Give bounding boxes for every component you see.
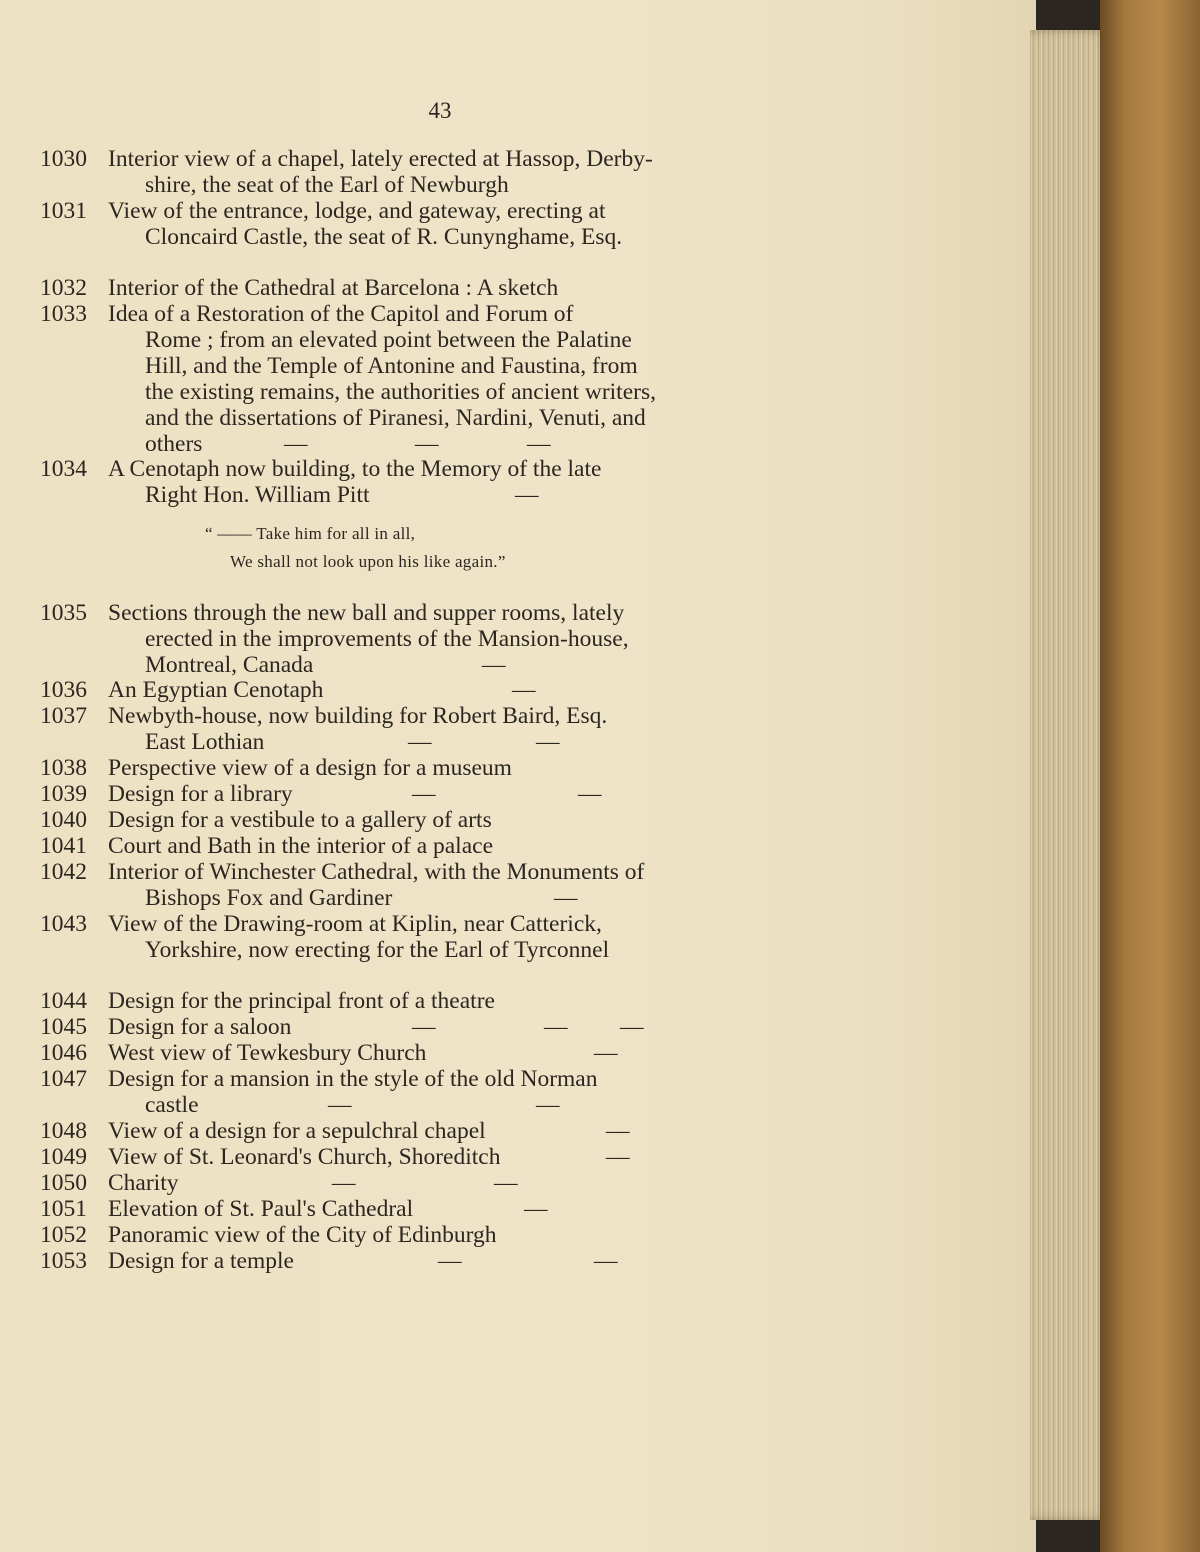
entry-number: 1052 (40, 1222, 87, 1248)
entry-number: 1030 (40, 146, 87, 172)
leader-dash: — (512, 677, 536, 703)
quote-line-1: “ —— Take him for all in all, (205, 524, 416, 543)
leader-dash: — (438, 1248, 462, 1274)
entry-title: Interior of the Cathedral at Barcelona : A sketch (108, 275, 559, 301)
entry-number: 1047 (40, 1066, 87, 1092)
leader-dash: — (578, 781, 602, 807)
leader-dash: — (606, 1118, 630, 1144)
leader-dash: — (328, 1092, 352, 1118)
entry-title: Court and Bath in the interior of a palace (108, 833, 494, 859)
entry-number: 1050 (40, 1170, 87, 1196)
entry-number: 1046 (40, 1040, 87, 1066)
entry-number: 1038 (40, 755, 87, 781)
entry-title: Design for a library (108, 781, 293, 807)
entry-title: Design for a saloon (108, 1014, 292, 1040)
entry-title: View of the entrance, lodge, and gateway, erecting at (108, 198, 606, 224)
entry-number: 1053 (40, 1248, 87, 1274)
leader-dash: — (536, 729, 560, 755)
entry-number: 1051 (40, 1196, 87, 1222)
leader-dash: — (554, 885, 578, 911)
leader-dash: — (412, 781, 436, 807)
leader-dash: — (284, 431, 308, 457)
entry-title-continued: Bishops Fox and Gardiner (145, 885, 393, 911)
entry-title: Design for a vestibule to a gallery of arts (108, 807, 492, 833)
leader-dash: — (482, 652, 506, 678)
leader-dash: — (408, 729, 432, 755)
entry-title-continued: Hill, and the Temple of Antonine and Faustina, from (145, 353, 638, 379)
entry-title-continued: Montreal, Canada (145, 652, 314, 678)
entry-title-continued: East Lothian (145, 729, 265, 755)
entry-number: 1033 (40, 301, 87, 327)
quote-line-2: We shall not look upon his like again.” (230, 552, 506, 571)
leader-dash: — (494, 1170, 518, 1196)
entry-title: A Cenotaph now building, to the Memory of the late (108, 456, 602, 482)
leader-dash: — (332, 1170, 356, 1196)
leader-dash: — (412, 1014, 436, 1040)
entry-title: Design for a mansion in the style of the old Norman (108, 1066, 598, 1092)
entry-title: Charity (108, 1170, 179, 1196)
leader-dash: — (544, 1014, 568, 1040)
entry-title: Newbyth-house, now building for Robert Baird, Esq. (108, 703, 608, 729)
entry-title-continued: castle (145, 1092, 199, 1118)
entry-title: An Egyptian Cenotaph (108, 677, 324, 703)
entry-number: 1043 (40, 911, 87, 937)
book-cover (1100, 0, 1200, 1552)
page-number: 43 (428, 98, 452, 123)
entry-number: 1048 (40, 1118, 87, 1144)
entry-title: View of a design for a sepulchral chapel (108, 1118, 486, 1144)
entry-title-continued: and the dissertations of Piranesi, Nardini, Venuti, and (145, 405, 646, 431)
entry-number: 1042 (40, 859, 87, 885)
entry-title-continued: erected in the improvements of the Mansion-house, (145, 626, 629, 652)
entry-title: Elevation of St. Paul's Cathedral (108, 1196, 414, 1222)
entry-title-continued: others (145, 431, 203, 457)
entry-number: 1036 (40, 677, 87, 703)
entry-number: 1032 (40, 275, 87, 301)
entry-number: 1044 (40, 988, 87, 1014)
entry-title-continued: Rome ; from an elevated point between the Palatine (145, 327, 632, 353)
entry-title: Interior view of a chapel, lately erected at Hassop, Derby- (108, 146, 653, 172)
entry-title-continued: Right Hon. William Pitt (145, 482, 370, 508)
entry-title: Sections through the new ball and supper rooms, lately (108, 600, 625, 626)
leader-dash: — (415, 431, 439, 457)
entry-number: 1040 (40, 807, 87, 833)
entry-title: Design for a temple (108, 1248, 294, 1274)
entry-title-continued: shire, the seat of the Earl of Newburgh (145, 172, 509, 198)
entry-title: Design for the principal front of a theatre (108, 988, 495, 1014)
entry-number: 1039 (40, 781, 87, 807)
entry-title: Perspective view of a design for a museum (108, 755, 512, 781)
leader-dash: — (524, 1196, 548, 1222)
entry-title: Panoramic view of the City of Edinburgh (108, 1222, 497, 1248)
entry-title-continued: Cloncaird Castle, the seat of R. Cunynghame, Esq. (145, 224, 623, 250)
entry-number: 1031 (40, 198, 87, 224)
entry-number: 1041 (40, 833, 87, 859)
leader-dash: — (515, 482, 539, 508)
leader-dash: — (594, 1040, 618, 1066)
entry-number: 1034 (40, 456, 87, 482)
leader-dash: — (527, 431, 551, 457)
entry-number: 1035 (40, 600, 87, 626)
entry-number: 1049 (40, 1144, 87, 1170)
entry-title: Interior of Winchester Cathedral, with the Monuments of (108, 859, 645, 885)
entry-title-continued: the existing remains, the authorities of ancient writers, (145, 379, 656, 405)
page-edges (1030, 30, 1110, 1520)
leader-dash: — (536, 1092, 560, 1118)
leader-dash: — (594, 1248, 618, 1274)
entry-title: View of St. Leonard's Church, Shoreditch (108, 1144, 501, 1170)
entry-title-continued: Yorkshire, now erecting for the Earl of Tyrconnel (145, 937, 610, 963)
leader-dash: — (606, 1144, 630, 1170)
leader-dash: — (620, 1014, 644, 1040)
entry-title: View of the Drawing-room at Kiplin, near Catterick, (108, 911, 602, 937)
entry-number: 1037 (40, 703, 87, 729)
entry-title: Idea of a Restoration of the Capitol and Forum of (108, 301, 574, 327)
entry-number: 1045 (40, 1014, 87, 1040)
entry-title: West view of Tewkesbury Church (108, 1040, 427, 1066)
